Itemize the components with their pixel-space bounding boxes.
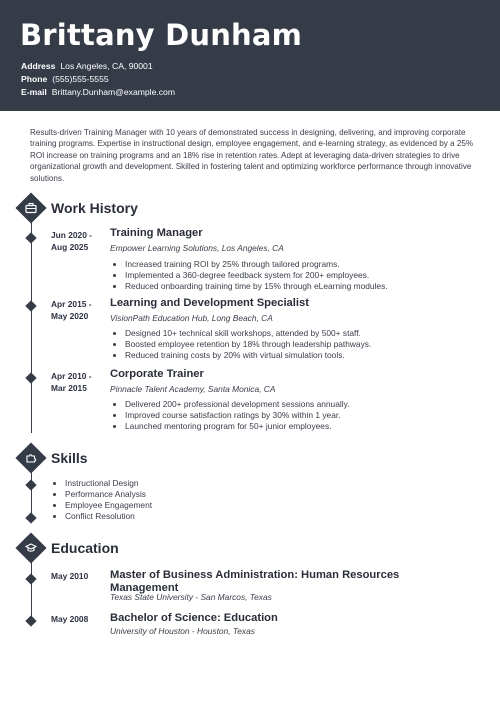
job-bullet: • Delivered 200+ professional development sessions annually. [125, 399, 485, 410]
email-value: Brittany.Dunham@example.com [51, 87, 175, 97]
skill-item: • Employee Engagement [65, 500, 152, 511]
briefcase-icon [15, 192, 46, 223]
contact-address [21, 61, 153, 72]
candidate-name: Brittany Dunham [20, 18, 303, 52]
job-date-start: Jun 2020 - [51, 230, 92, 240]
job-bullet: • Boosted employee retention by 18% through leadership pathways. [125, 339, 485, 350]
job-title: Training Manager [110, 227, 203, 239]
graduation-cap-icon [15, 532, 46, 563]
timeline-marker [25, 573, 36, 584]
job-company: Empower Learning Solutions, Los Angeles, CA [110, 243, 284, 253]
skill-item: • Instructional Design [65, 478, 152, 489]
timeline-marker [25, 615, 36, 626]
job-bullet: • Reduced onboarding training time by 15% through eLearning modules. [125, 281, 485, 292]
job-bullet: • Designed 10+ technical skill workshops, attended by 500+ staff. [125, 328, 485, 339]
contact-email [21, 87, 175, 98]
section-title-education: Education [51, 540, 119, 556]
job-bullets [110, 328, 485, 361]
phone-value: (555)555-5555 [52, 74, 109, 84]
timeline-marker [25, 232, 36, 243]
job-title: Learning and Development Specialist [110, 297, 309, 309]
job-company: Pinnacle Talent Academy, Santa Monica, CA [110, 384, 276, 394]
degree-title: Master of Business Administration: Human Resources Management [110, 569, 400, 594]
education-date: May 2010 [51, 571, 89, 581]
job-bullet: • Implemented a 360-degree feedback system for 200+ employees. [125, 270, 485, 281]
education-date: May 2008 [51, 614, 89, 624]
school-name: University of Houston - Houston, Texas [110, 626, 255, 636]
skill-item: • Performance Analysis [65, 489, 152, 500]
timeline-marker [25, 300, 36, 311]
puzzle-icon [15, 442, 46, 473]
address-label: Address [21, 61, 56, 71]
phone-label: Phone [21, 74, 48, 84]
address-value: Los Angeles, CA, 90001 [60, 61, 153, 71]
job-bullet: • Increased training ROI by 25% through tailored programs. [125, 259, 485, 270]
job-company: VisionPath Education Hub, Long Beach, CA [110, 313, 273, 323]
job-date [51, 370, 103, 394]
timeline-marker [25, 372, 36, 383]
section-title-work-history: Work History [51, 200, 138, 216]
job-title: Corporate Trainer [110, 368, 204, 380]
professional-summary: Results-driven Training Manager with 10 years of demonstrated success in designing, delivering, and improving corporate training programs. Expertise in instructional design, employee engagement, and e-learning strategy, as evidenced by a 25% ROI increase on training programs and an 18% rise in retention rates. Adept at leveraging data-driven strategies to drive organizational growth and development. Skilled in fostering talent and optimizing workforce performance through innovative solutions. [30, 128, 474, 183]
contact-phone [21, 74, 109, 85]
school-name: Texas State University - San Marcos, Texas [110, 592, 272, 602]
job-bullet: • Launched mentoring program for 50+ junior employees. [125, 421, 485, 432]
job-date-end: Mar 2015 [51, 383, 87, 393]
job-date-end: Aug 2025 [51, 242, 89, 252]
timeline-marker [25, 479, 36, 490]
job-bullet: • Improved course satisfaction ratings by 30% within 1 year. [125, 410, 485, 421]
job-bullets [110, 399, 485, 432]
header [0, 0, 500, 111]
email-label: E-mail [21, 87, 47, 97]
skills-list [51, 478, 152, 522]
timeline-marker [25, 512, 36, 523]
job-date-end: May 2020 [51, 311, 89, 321]
job-date [51, 229, 103, 253]
degree-title: Bachelor of Science: Education [110, 612, 278, 624]
job-date-start: Apr 2010 - [51, 371, 92, 381]
job-bullet: • Reduced training costs by 20% with virtual simulation tools. [125, 350, 485, 361]
job-bullets [110, 259, 485, 292]
section-title-skills: Skills [51, 450, 88, 466]
skill-item: • Conflict Resolution [65, 511, 152, 522]
job-date [51, 298, 103, 322]
job-date-start: Apr 2015 - [51, 299, 92, 309]
